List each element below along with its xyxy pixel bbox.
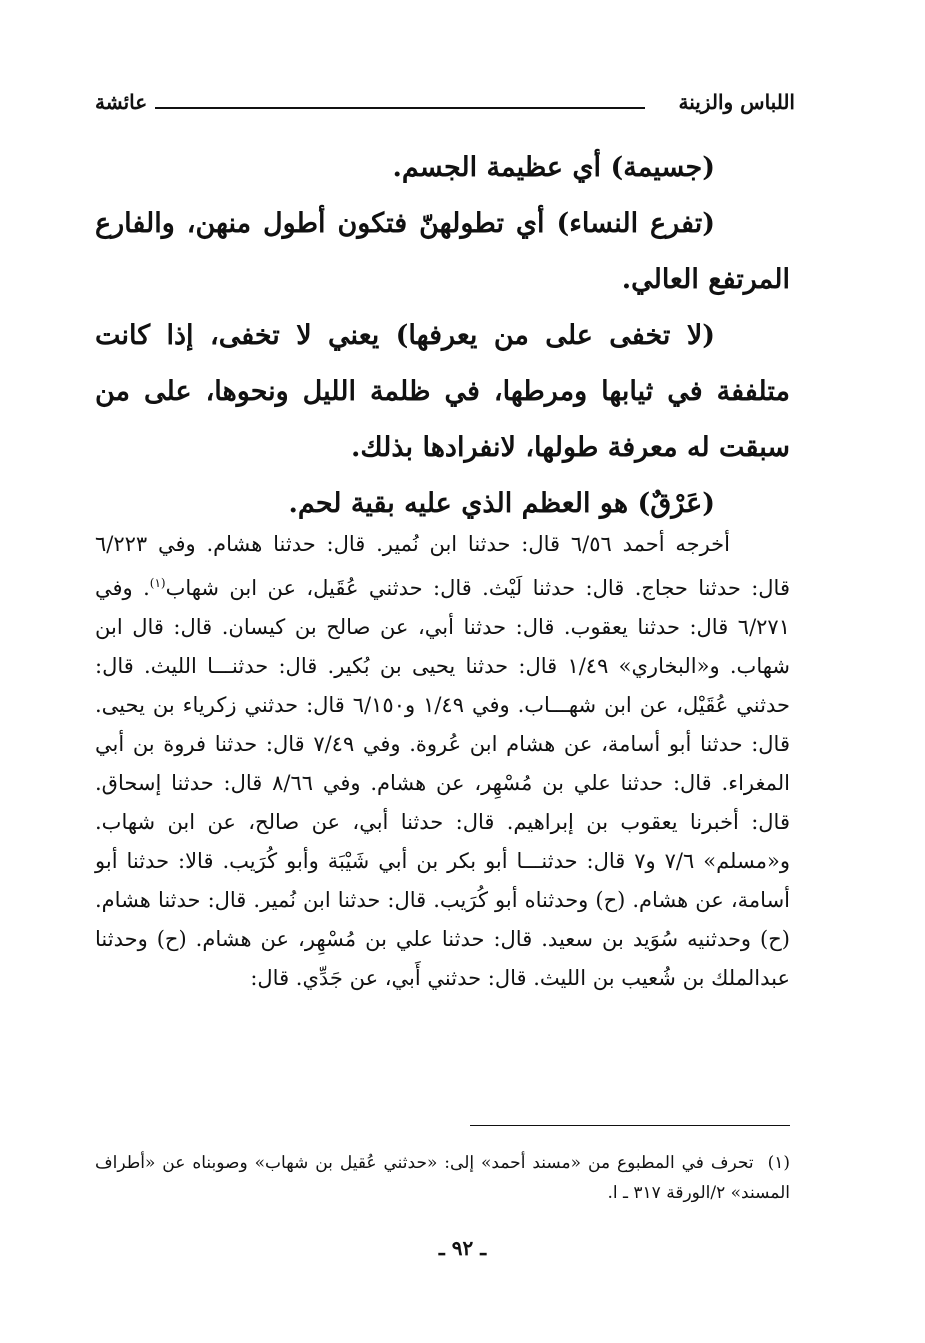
glossary-entry-tafra: (تفرع النساء) أي تطولهنّ فتكون أطول منهن، والفارع المرتفع العالي. — [95, 208, 790, 295]
glossary-section — [95, 140, 790, 532]
hadith-sources-paragraph — [95, 525, 790, 998]
hadith-text-before-mark: أخرجه أحمد ٦/٥٦ قال: حدثنا ابن نُمير. قال: حدثنا هشام. وفي ٦/٢٢٣ قال: حدثنا حجاج. قال: حدثنا لَيْث. قال: حدثني عُقَيل، عن ابن شهاب — [95, 532, 790, 600]
header-rule — [155, 107, 645, 109]
footnote-number: (١) — [767, 1153, 790, 1173]
footnote-text: تحرف في المطبوع من «مسند أحمد» إلى: «حدثني عُقيل بن شهاب» وصوبناه عن «أطراف المسند» ٢/الورقة ٣١٧ ـ ا. — [95, 1153, 790, 1203]
hadith-text-after-mark: . وفي ٦/٢٧١ قال: حدثنا يعقوب. قال: حدثنا أبي، عن صالح بن كيسان. قال: قال ابن شهاب. و«البخاري» ١/٤٩ قال: حدثنا يحيى بن بُكير. قال: حدثنـــا الليث. قال: حدثني عُقَيْل، عن ابن شهـــاب. وفي ١/٤٩ و٦/١٥٠ قال: حدثني زكرياء بن يحيى. قال: حدثنا أبو أسامة، عن هشام ابن عُروة. وفي ٧/٤٩ قال: حدثنا فروة بن أبي المغراء. قال: حدثنا علي بن مُسْهِر، عن هشام. وفي ٨/٦٦ قال: حدثنا إسحاق. قال: أخبرنا يعقوب بن إبراهيم. قال: حدثنا أبي، عن صالح، عن ابن شهاب. و«مسلم» ٧/٦ و٧ قال: حدثنـــا أبو بكر بن أبي شَيْبَة وأبو كُرَيب. قالا: حدثنا أبو أسامة، عن هشام. (ح) وحدثناه أبو كُرَيب. قال: حدثنا ابن نُمير. قال: حدثنا هشام. (ح) وحدثنيه سُوَيد بن سعيد. قال: حدثنا علي بن مُسْهِر، عن هشام. (ح) وحدثنا عبدالملك بن شُعيب بن الليث. قال: حدثني أَبي، عن جَدِّي. قال: — [95, 576, 790, 990]
page-number: ـ ٩٢ ـ — [438, 1236, 487, 1260]
hadith-text — [95, 525, 790, 998]
glossary-entry-la-takhfa: (لا تخفى على من يعرفها) يعني لا تخفى، إذا كانت متلففة في ثيابها ومرطها، في ظلمة الليل ونحوها، على من سبقت له معرفة طولها، لانفرادها بذلك. — [95, 320, 790, 463]
footnote-reference-mark: (١) — [149, 576, 166, 590]
glossary-entry-jasima: (جسيمة) أي عظيمة الجسم. — [392, 152, 715, 183]
glossary-entry-arq: (عَرْقٌ) هو العظم الذي عليه بقية لحم. — [288, 488, 715, 519]
footnotes-section — [95, 1148, 790, 1208]
section-title: اللباس والزينة — [678, 90, 795, 114]
running-header — [95, 88, 795, 124]
person-name: عائشة — [95, 90, 148, 114]
footnote-item — [95, 1148, 790, 1208]
footnote-separator — [470, 1125, 790, 1126]
